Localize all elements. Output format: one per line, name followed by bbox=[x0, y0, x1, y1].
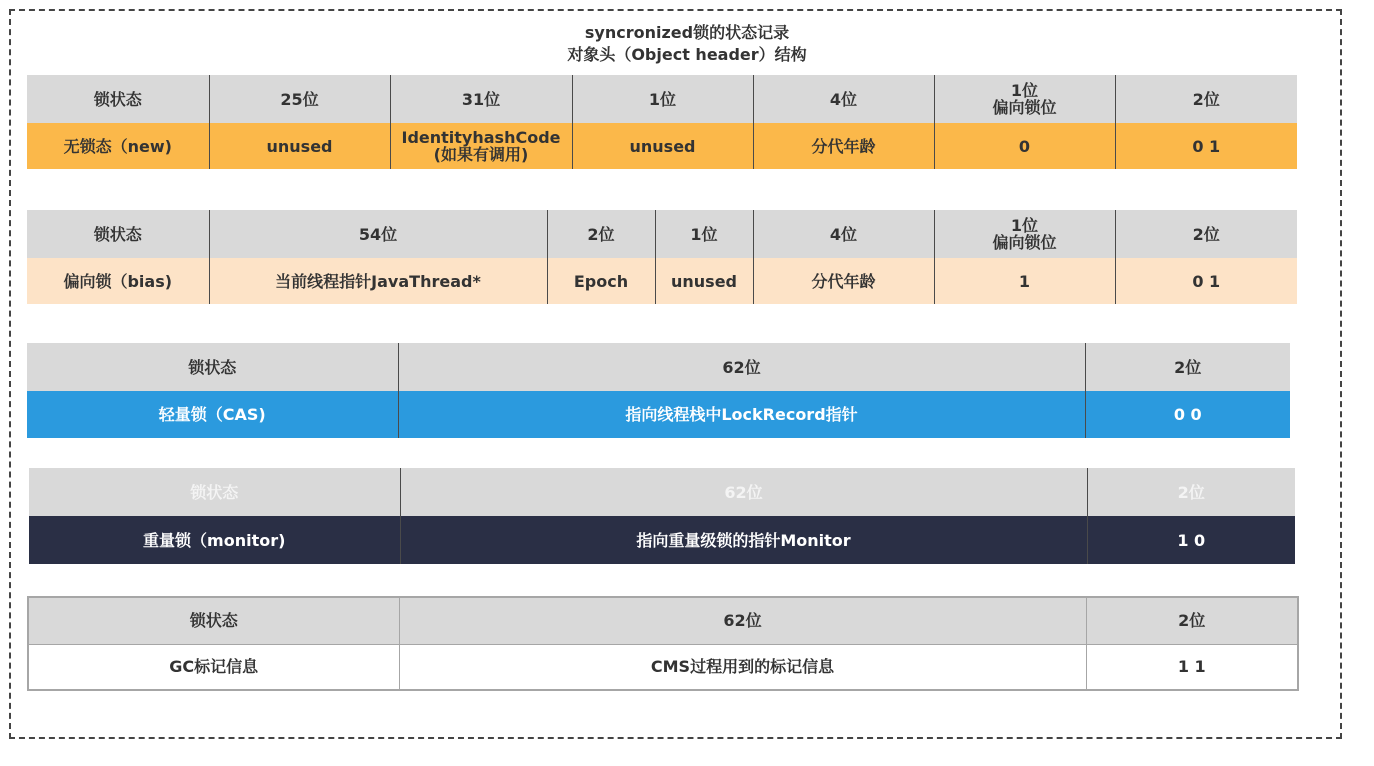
cell-lock-bits: 0 1 bbox=[1115, 123, 1297, 169]
state-lightweight: 轻量锁（CAS) bbox=[27, 391, 398, 438]
heavyweight-lock-table bbox=[29, 468, 1295, 564]
header-62-bits: 62位 bbox=[398, 343, 1085, 391]
header-4-bits: 4位 bbox=[753, 75, 934, 123]
cell-generation-age: 分代年龄 bbox=[753, 258, 934, 304]
header-epoch-bits: 2位 bbox=[547, 210, 655, 258]
diagram-subtitle: 对象头（Object header）结构 bbox=[567, 45, 807, 64]
cell-identity-hashcode bbox=[390, 123, 572, 169]
header-lock-state: 锁状态 bbox=[28, 597, 399, 644]
gc-mark-table bbox=[27, 596, 1299, 691]
state-biased: 偏向锁（bias) bbox=[27, 258, 209, 304]
cell-lock-bits: 1 0 bbox=[1087, 516, 1295, 564]
cell-unused: unused bbox=[655, 258, 753, 304]
cell-biased-flag: 0 bbox=[934, 123, 1115, 169]
header-1-bit: 1位 bbox=[655, 210, 753, 258]
header-31-bits: 31位 bbox=[390, 75, 572, 123]
cell-unused-25: unused bbox=[209, 123, 390, 169]
header-lock-state: 锁状态 bbox=[27, 75, 209, 123]
header-2-bits: 2位 bbox=[1086, 597, 1298, 644]
header-biased-bit bbox=[934, 210, 1115, 258]
cell-biased-flag: 1 bbox=[934, 258, 1115, 304]
cell-thread-pointer: 当前线程指针JavaThread* bbox=[209, 258, 547, 304]
header-62-bits: 62位 bbox=[399, 597, 1086, 644]
unlocked-state-table bbox=[27, 75, 1297, 169]
cell-lock-bits: 0 0 bbox=[1085, 391, 1290, 438]
header-2-bits: 2位 bbox=[1115, 75, 1297, 123]
header-1-bit: 1位 bbox=[572, 75, 753, 123]
header-biased-bit-count: 1位 bbox=[1010, 81, 1039, 100]
header-54-bits: 54位 bbox=[209, 210, 547, 258]
cell-epoch: Epoch bbox=[547, 258, 655, 304]
header-biased-bit bbox=[934, 75, 1115, 123]
header-62-bits: 62位 bbox=[400, 468, 1087, 516]
header-biased-bit-count: 1位 bbox=[1010, 216, 1039, 235]
header-lock-state: 锁状态 bbox=[29, 468, 400, 516]
cell-monitor-pointer: 指向重量级锁的指针Monitor bbox=[400, 516, 1087, 564]
state-gc-mark: GC标记信息 bbox=[28, 644, 399, 690]
header-biased-bit-label: 偏向锁位 bbox=[992, 233, 1057, 252]
cell-unused-1: unused bbox=[572, 123, 753, 169]
header-lock-state: 锁状态 bbox=[27, 210, 209, 258]
header-2-bits: 2位 bbox=[1087, 468, 1295, 516]
lightweight-lock-table bbox=[27, 343, 1290, 438]
cell-generation-age: 分代年龄 bbox=[753, 123, 934, 169]
cell-cms-mark-info: CMS过程用到的标记信息 bbox=[399, 644, 1086, 690]
identity-hashcode-note: (如果有调用) bbox=[433, 145, 529, 164]
header-25-bits: 25位 bbox=[209, 75, 390, 123]
state-heavyweight: 重量锁（monitor) bbox=[29, 516, 400, 564]
header-biased-bit-label: 偏向锁位 bbox=[992, 98, 1057, 117]
biased-lock-table bbox=[27, 210, 1297, 304]
cell-lock-bits: 1 1 bbox=[1086, 644, 1298, 690]
header-2-bits: 2位 bbox=[1115, 210, 1297, 258]
diagram-title: syncronized锁的状态记录 bbox=[584, 23, 790, 42]
state-unlocked: 无锁态（new) bbox=[27, 123, 209, 169]
identity-hashcode-label: IdentityhashCode bbox=[401, 128, 561, 147]
cell-lock-record-pointer: 指向线程栈中LockRecord指针 bbox=[398, 391, 1085, 438]
header-lock-state: 锁状态 bbox=[27, 343, 398, 391]
header-4-bits: 4位 bbox=[753, 210, 934, 258]
header-2-bits: 2位 bbox=[1085, 343, 1290, 391]
cell-lock-bits: 0 1 bbox=[1115, 258, 1297, 304]
